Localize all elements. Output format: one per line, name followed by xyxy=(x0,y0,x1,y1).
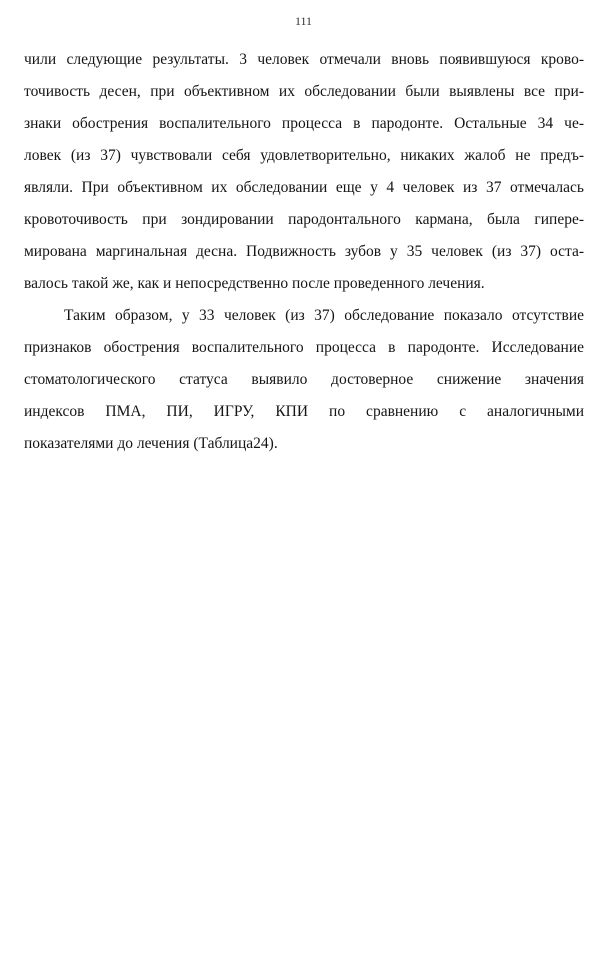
paragraph-2-line-4: индексов ПМА, ПИ, ИГРУ, КПИ по сравнению с аналогичными xyxy=(24,403,584,420)
paragraph-1-line-1: чили следующие результаты. 3 человек отмечали вновь появившуюся крово- xyxy=(24,51,584,68)
paragraph-2-line-1: Таким образом, у 33 человек (из 37) обследование показало отсутствие xyxy=(64,307,584,324)
paragraph-2-line-5: показателями до лечения (Таблица24). xyxy=(24,435,278,452)
paragraph-1-line-7: мирована маргинальная десна. Подвижность зубов у 35 человек (из 37) оста- xyxy=(24,243,584,260)
paragraph-1-line-5: являли. При объективном их обследовании еще у 4 человек из 37 отмечалась xyxy=(24,179,584,196)
paragraph-1-line-4: ловек (из 37) чувствовали себя удовлетворительно, никаких жалоб не предъ- xyxy=(24,147,584,164)
paragraph-1-line-3: знаки обострения воспалительного процесса в пародонте. Остальные 34 че- xyxy=(24,115,584,132)
paragraph-1-line-6: кровоточивость при зондировании пародонтального кармана, была гипере- xyxy=(24,211,584,228)
paragraph-1-line-2: точивость десен, при объективном их обследовании были выявлены все при- xyxy=(24,83,584,100)
paragraph-2-line-2: признаков обострения воспалительного процесса в пародонте. Исследование xyxy=(24,339,584,356)
page-number: 111 xyxy=(294,14,313,28)
paragraph-1-line-8: валось такой же, как и непосредственно после проведенного лечения. xyxy=(24,275,485,292)
body-text xyxy=(24,50,584,466)
paragraph-2-line-3: стоматологического статуса выявило достоверное снижение значения xyxy=(24,371,584,388)
